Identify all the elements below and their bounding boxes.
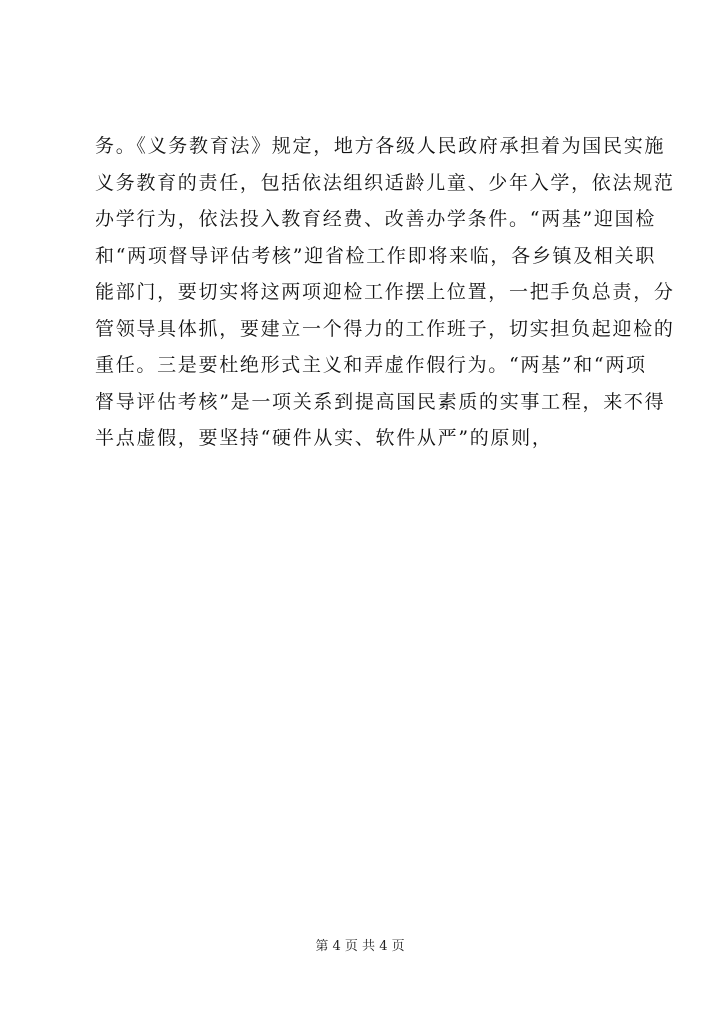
text-line-1: 务。《义务教育法》规定，地方各级人民政府承担着为国民实施 (95, 135, 666, 157)
text-line-7: 重任。三是要杜绝形式主义和弄虚作假行为。“两基”和“两项 (95, 354, 647, 376)
page-number-label: 第 4 页 共 4 页 (315, 939, 405, 954)
body-paragraph (95, 128, 675, 457)
text-line-5: 能部门，要切实将这两项迎检工作摆上位置，一把手负总责，分 (95, 281, 675, 303)
text-line-6: 管领导具体抓，要建立一个得力的工作班子，切实担负起迎检的 (95, 317, 675, 340)
text-line-3: 办学行为，依法投入教育经费、改善办学条件。“两基”迎国检 (95, 208, 657, 230)
text-line-4: 和“两项督导评估考核”迎省检工作即将来临，各乡镇及相关职 (95, 244, 657, 267)
page-footer (0, 938, 720, 956)
text-line-9: 半点虚假，要坚持“硬件从实、软件从严”的原则， (95, 427, 553, 449)
text-line-8: 督导评估考核”是一项关系到提高国民素质的实事工程，来不得 (95, 390, 666, 413)
text-line-2: 义务教育的责任，包括依法组织适龄儿童、少年入学，依法规范 (95, 171, 675, 194)
